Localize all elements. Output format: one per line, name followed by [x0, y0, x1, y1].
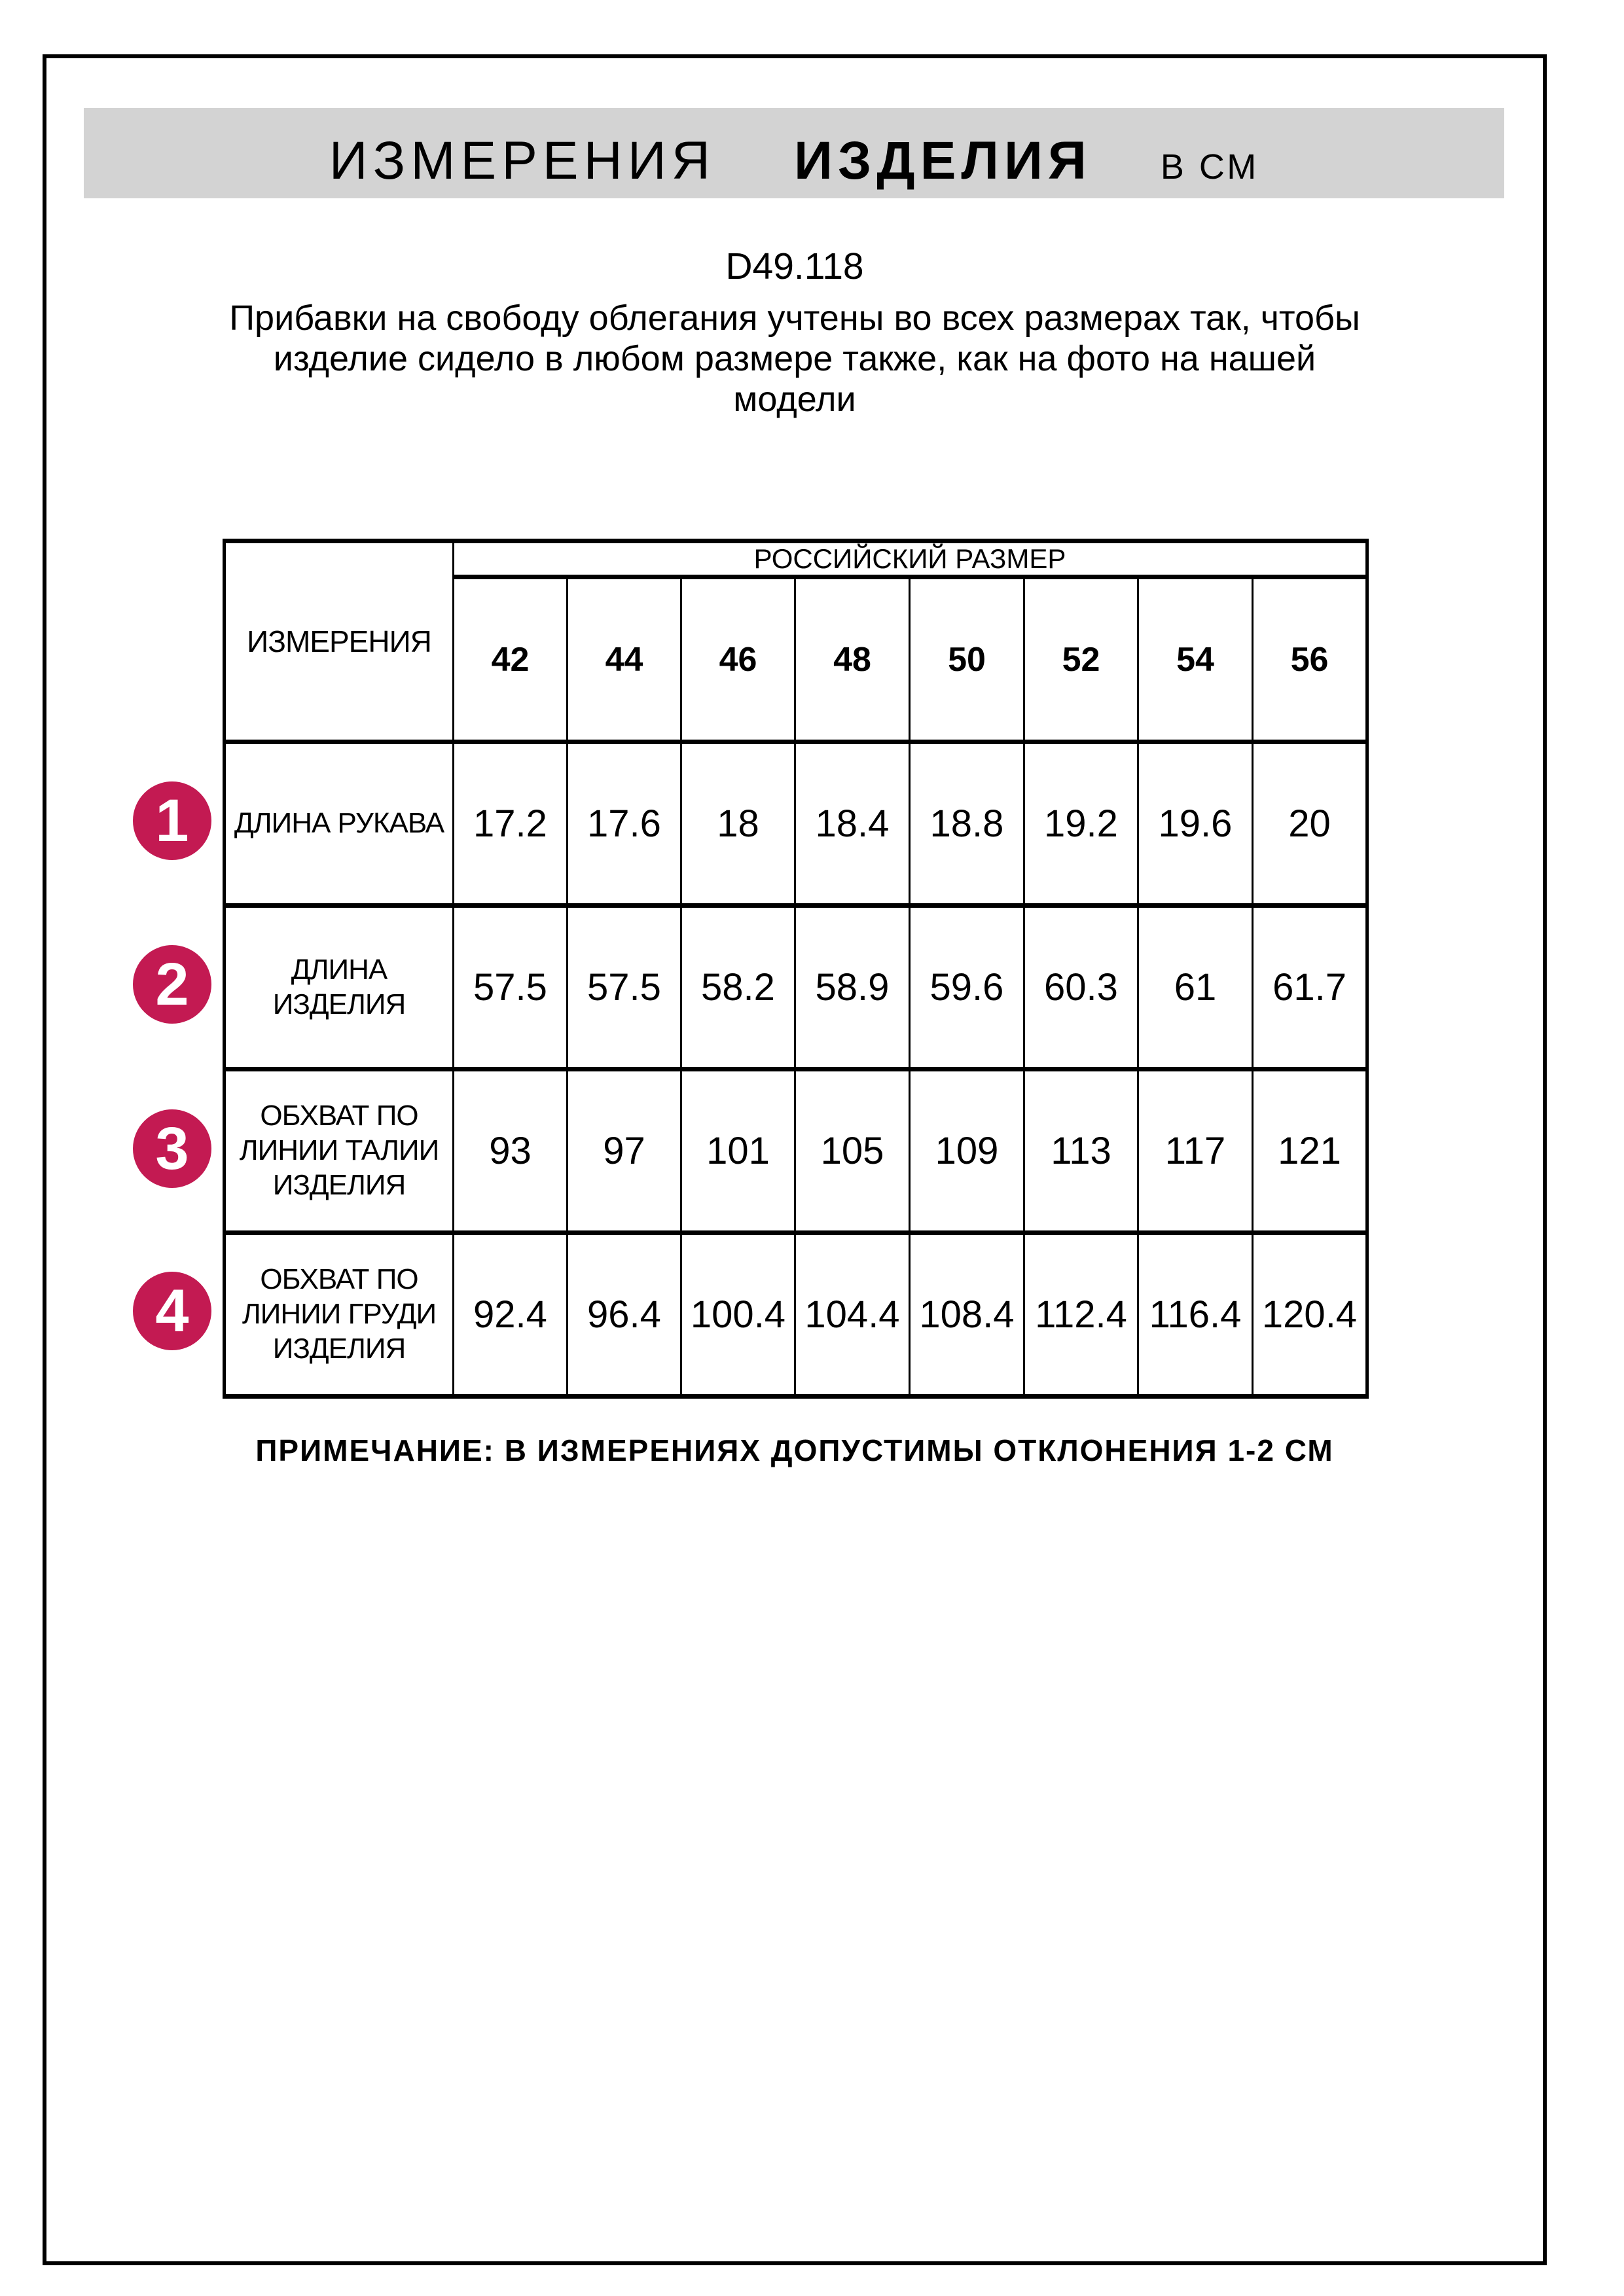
measurement-value: 93	[454, 1069, 568, 1233]
measurement-value: 121	[1253, 1069, 1367, 1233]
measurements-column-header: ИЗМЕРЕНИЯ	[225, 541, 454, 742]
measurement-value: 58.9	[795, 906, 910, 1069]
product-code: D49.118	[725, 245, 864, 287]
fit-description-line: Прибавки на свободу облегания учтены во всех размерах так, чтобы	[229, 298, 1360, 338]
measurement-value: 100.4	[681, 1233, 795, 1397]
title-word-product: ИЗДЕЛИЯ	[793, 131, 1092, 190]
row-number-badge-3: 3	[133, 1109, 211, 1188]
measurement-value: 104.4	[795, 1233, 910, 1397]
measurement-value: 120.4	[1253, 1233, 1367, 1397]
measurement-value: 109	[910, 1069, 1024, 1233]
measurement-value: 18.8	[910, 742, 1024, 906]
size-column-header: 56	[1253, 577, 1367, 742]
size-column-header: 46	[681, 577, 795, 742]
measurement-value: 113	[1024, 1069, 1138, 1233]
title-word-measurements: ИЗМЕРЕНИЯ	[329, 131, 715, 190]
size-table	[223, 539, 1369, 1399]
measurement-value: 60.3	[1024, 906, 1138, 1069]
fit-description	[46, 298, 1543, 420]
row-label: ОБХВАТ ПО ЛИНИИ ТАЛИИ ИЗДЕЛИЯ	[225, 1069, 454, 1233]
measurement-value: 97	[568, 1069, 681, 1233]
table-row-group-header	[225, 541, 1367, 577]
measurement-value: 61	[1138, 906, 1253, 1069]
table-row-chest-girth	[225, 1233, 1367, 1397]
measurement-value: 58.2	[681, 906, 795, 1069]
measurement-value: 20	[1253, 742, 1367, 906]
measurement-value: 17.2	[454, 742, 568, 906]
measurement-value: 108.4	[910, 1233, 1024, 1397]
table-row-waist-girth	[225, 1069, 1367, 1233]
measurement-value: 61.7	[1253, 906, 1367, 1069]
size-column-header: 42	[454, 577, 568, 742]
measurement-value: 57.5	[454, 906, 568, 1069]
measurement-value: 92.4	[454, 1233, 568, 1397]
size-column-header: 44	[568, 577, 681, 742]
measurement-value: 18	[681, 742, 795, 906]
size-column-header: 48	[795, 577, 910, 742]
measurement-value: 19.6	[1138, 742, 1253, 906]
title-unit-cm: В СМ	[1160, 147, 1259, 187]
row-number-badge-1: 1	[133, 781, 211, 860]
row-label: ДЛИНА ИЗДЕЛИЯ	[225, 906, 454, 1069]
measurement-value: 18.4	[795, 742, 910, 906]
measurement-value: 57.5	[568, 906, 681, 1069]
row-label: ДЛИНА РУКАВА	[225, 742, 454, 906]
size-column-header: 52	[1024, 577, 1138, 742]
measurement-value: 17.6	[568, 742, 681, 906]
size-column-header: 54	[1138, 577, 1253, 742]
measurement-value: 19.2	[1024, 742, 1138, 906]
fit-description-line: модели	[733, 380, 856, 419]
measurement-value: 117	[1138, 1069, 1253, 1233]
tolerance-note: ПРИМЕЧАНИЕ: В ИЗМЕРЕНИЯХ ДОПУСТИМЫ ОТКЛОНЕНИЯ 1-2 СМ	[255, 1433, 1334, 1467]
measurement-value: 116.4	[1138, 1233, 1253, 1397]
fit-description-line: изделие сидело в любом размере также, как на фото на нашей	[273, 339, 1316, 378]
document-page	[43, 54, 1547, 2265]
table-row-sleeve-length	[225, 742, 1367, 906]
title-bar	[84, 108, 1504, 198]
russian-size-header: РОССИЙСКИЙ РАЗМЕР	[454, 541, 1367, 577]
measurement-value: 105	[795, 1069, 910, 1233]
measurement-value: 101	[681, 1069, 795, 1233]
size-column-header: 50	[910, 577, 1024, 742]
measurement-value: 59.6	[910, 906, 1024, 1069]
measurement-value: 112.4	[1024, 1233, 1138, 1397]
row-number-badge-4: 4	[133, 1272, 211, 1350]
row-label: ОБХВАТ ПО ЛИНИИ ГРУДИ ИЗДЕЛИЯ	[225, 1233, 454, 1397]
row-number-badge-2: 2	[133, 945, 211, 1024]
table-row-item-length	[225, 906, 1367, 1069]
measurement-value: 96.4	[568, 1233, 681, 1397]
